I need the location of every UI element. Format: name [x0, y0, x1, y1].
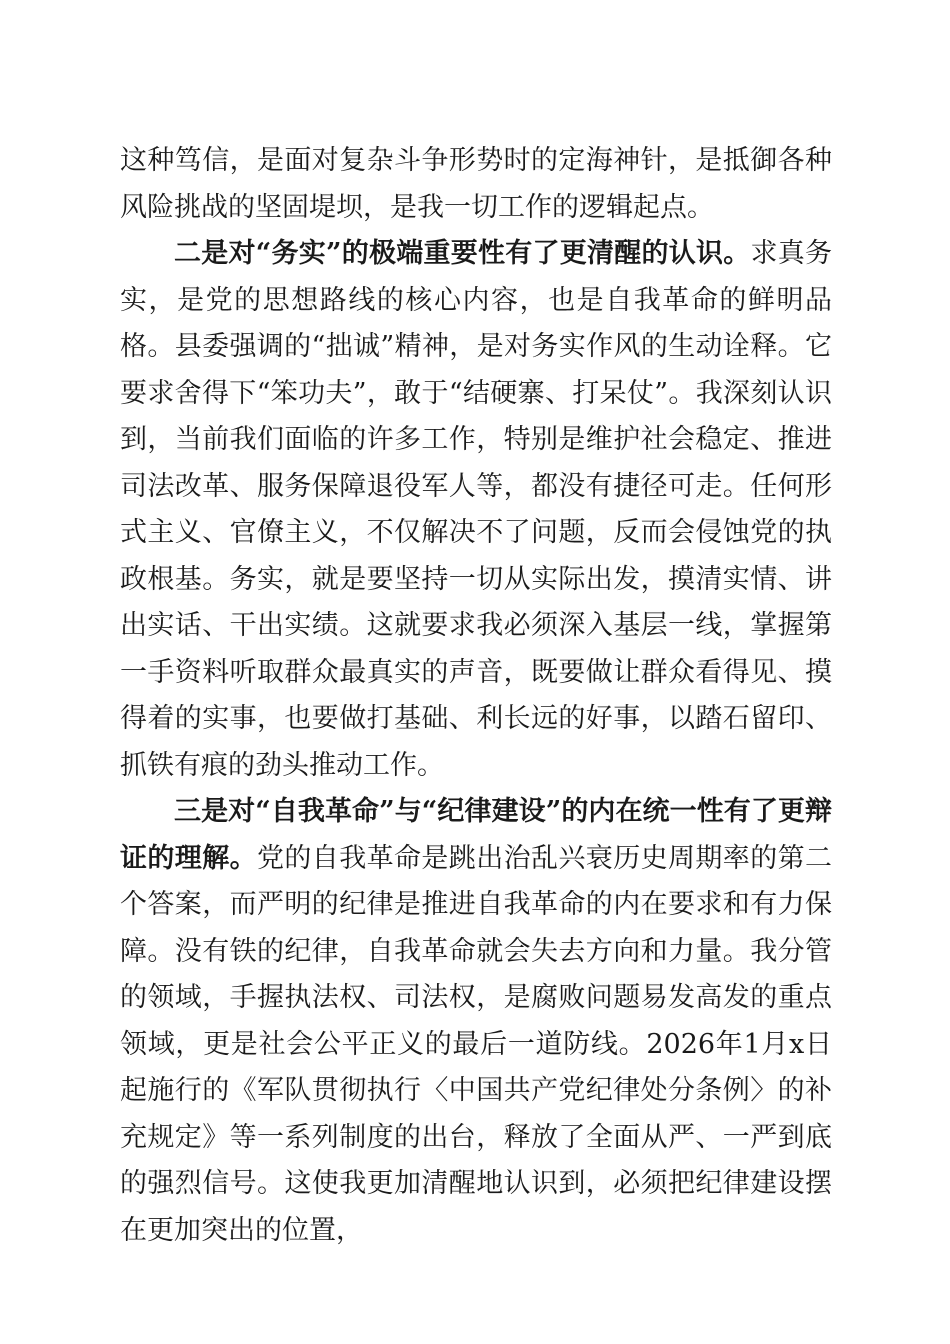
- paragraph-2-text: 求真务实，是党的思想路线的核心内容，也是自我革命的鲜明品格。县委强调的“拙诚”精神，是对务实作风的生动诠释。它要求舍得下“笨功夫”，敢于“结硬寨、打呆仗”。我深刻认识到，当前我们面临的许多工作，特别是维护社会稳定、推进司法改革、服务保障退役军人等，都没有捷径可走。任何形式主义、官僚主义，不仅解决不了问题，反而会侵蚀党的执政根基。务实，就是要坚持一切从实际出发，摸清实情、讲出实话、干出实绩。这就要求我必须深入基层一线，掌握第一手资料听取群众最真实的声音，既要做让群众看得见、摸得着的实事，也要做打基础、利长远的好事，以踏石留印、抓铁有痕的劲头推动工作。: [120, 238, 833, 781]
- paragraph-1: [120, 138, 832, 231]
- paragraph-3-text: 党的自我革命是跳出治乱兴衰历史周期率的第二个答案，而严明的纪律是推进自我革命的内在要求和有力保障。没有铁的纪律，自我革命就会失去方向和力量。我分管的领域，手握执法权、司法权，是腐败问题易发高发的重点领域，更是社会公平正义的最后一道防线。2026年1月x日起施行的《军队贯彻执行〈中国共产党纪律处分条例〉的补充规定》等一系列制度的出台，释放了全面从严、一严到底的强烈信号。这使我更加清醒地认识到，必须把纪律建设摆在更加突出的位置，: [120, 842, 832, 1246]
- document-body: [120, 138, 832, 1254]
- paragraph-1-text: 这种笃信，是面对复杂斗争形势时的定海神针，是抵御各种风险挑战的坚固堤坝，是我一切工作的逻辑起点。: [120, 145, 832, 223]
- paragraph-2: [120, 231, 832, 789]
- paragraph-3-lead: 三是对“自我革命”与“纪律建设”的内在统一性有了更辩证的理解。: [120, 796, 832, 874]
- paragraph-2-lead: 二是对“务实”的极端重要性有了更清醒的认识。: [174, 238, 751, 269]
- paragraph-3: [120, 789, 832, 1254]
